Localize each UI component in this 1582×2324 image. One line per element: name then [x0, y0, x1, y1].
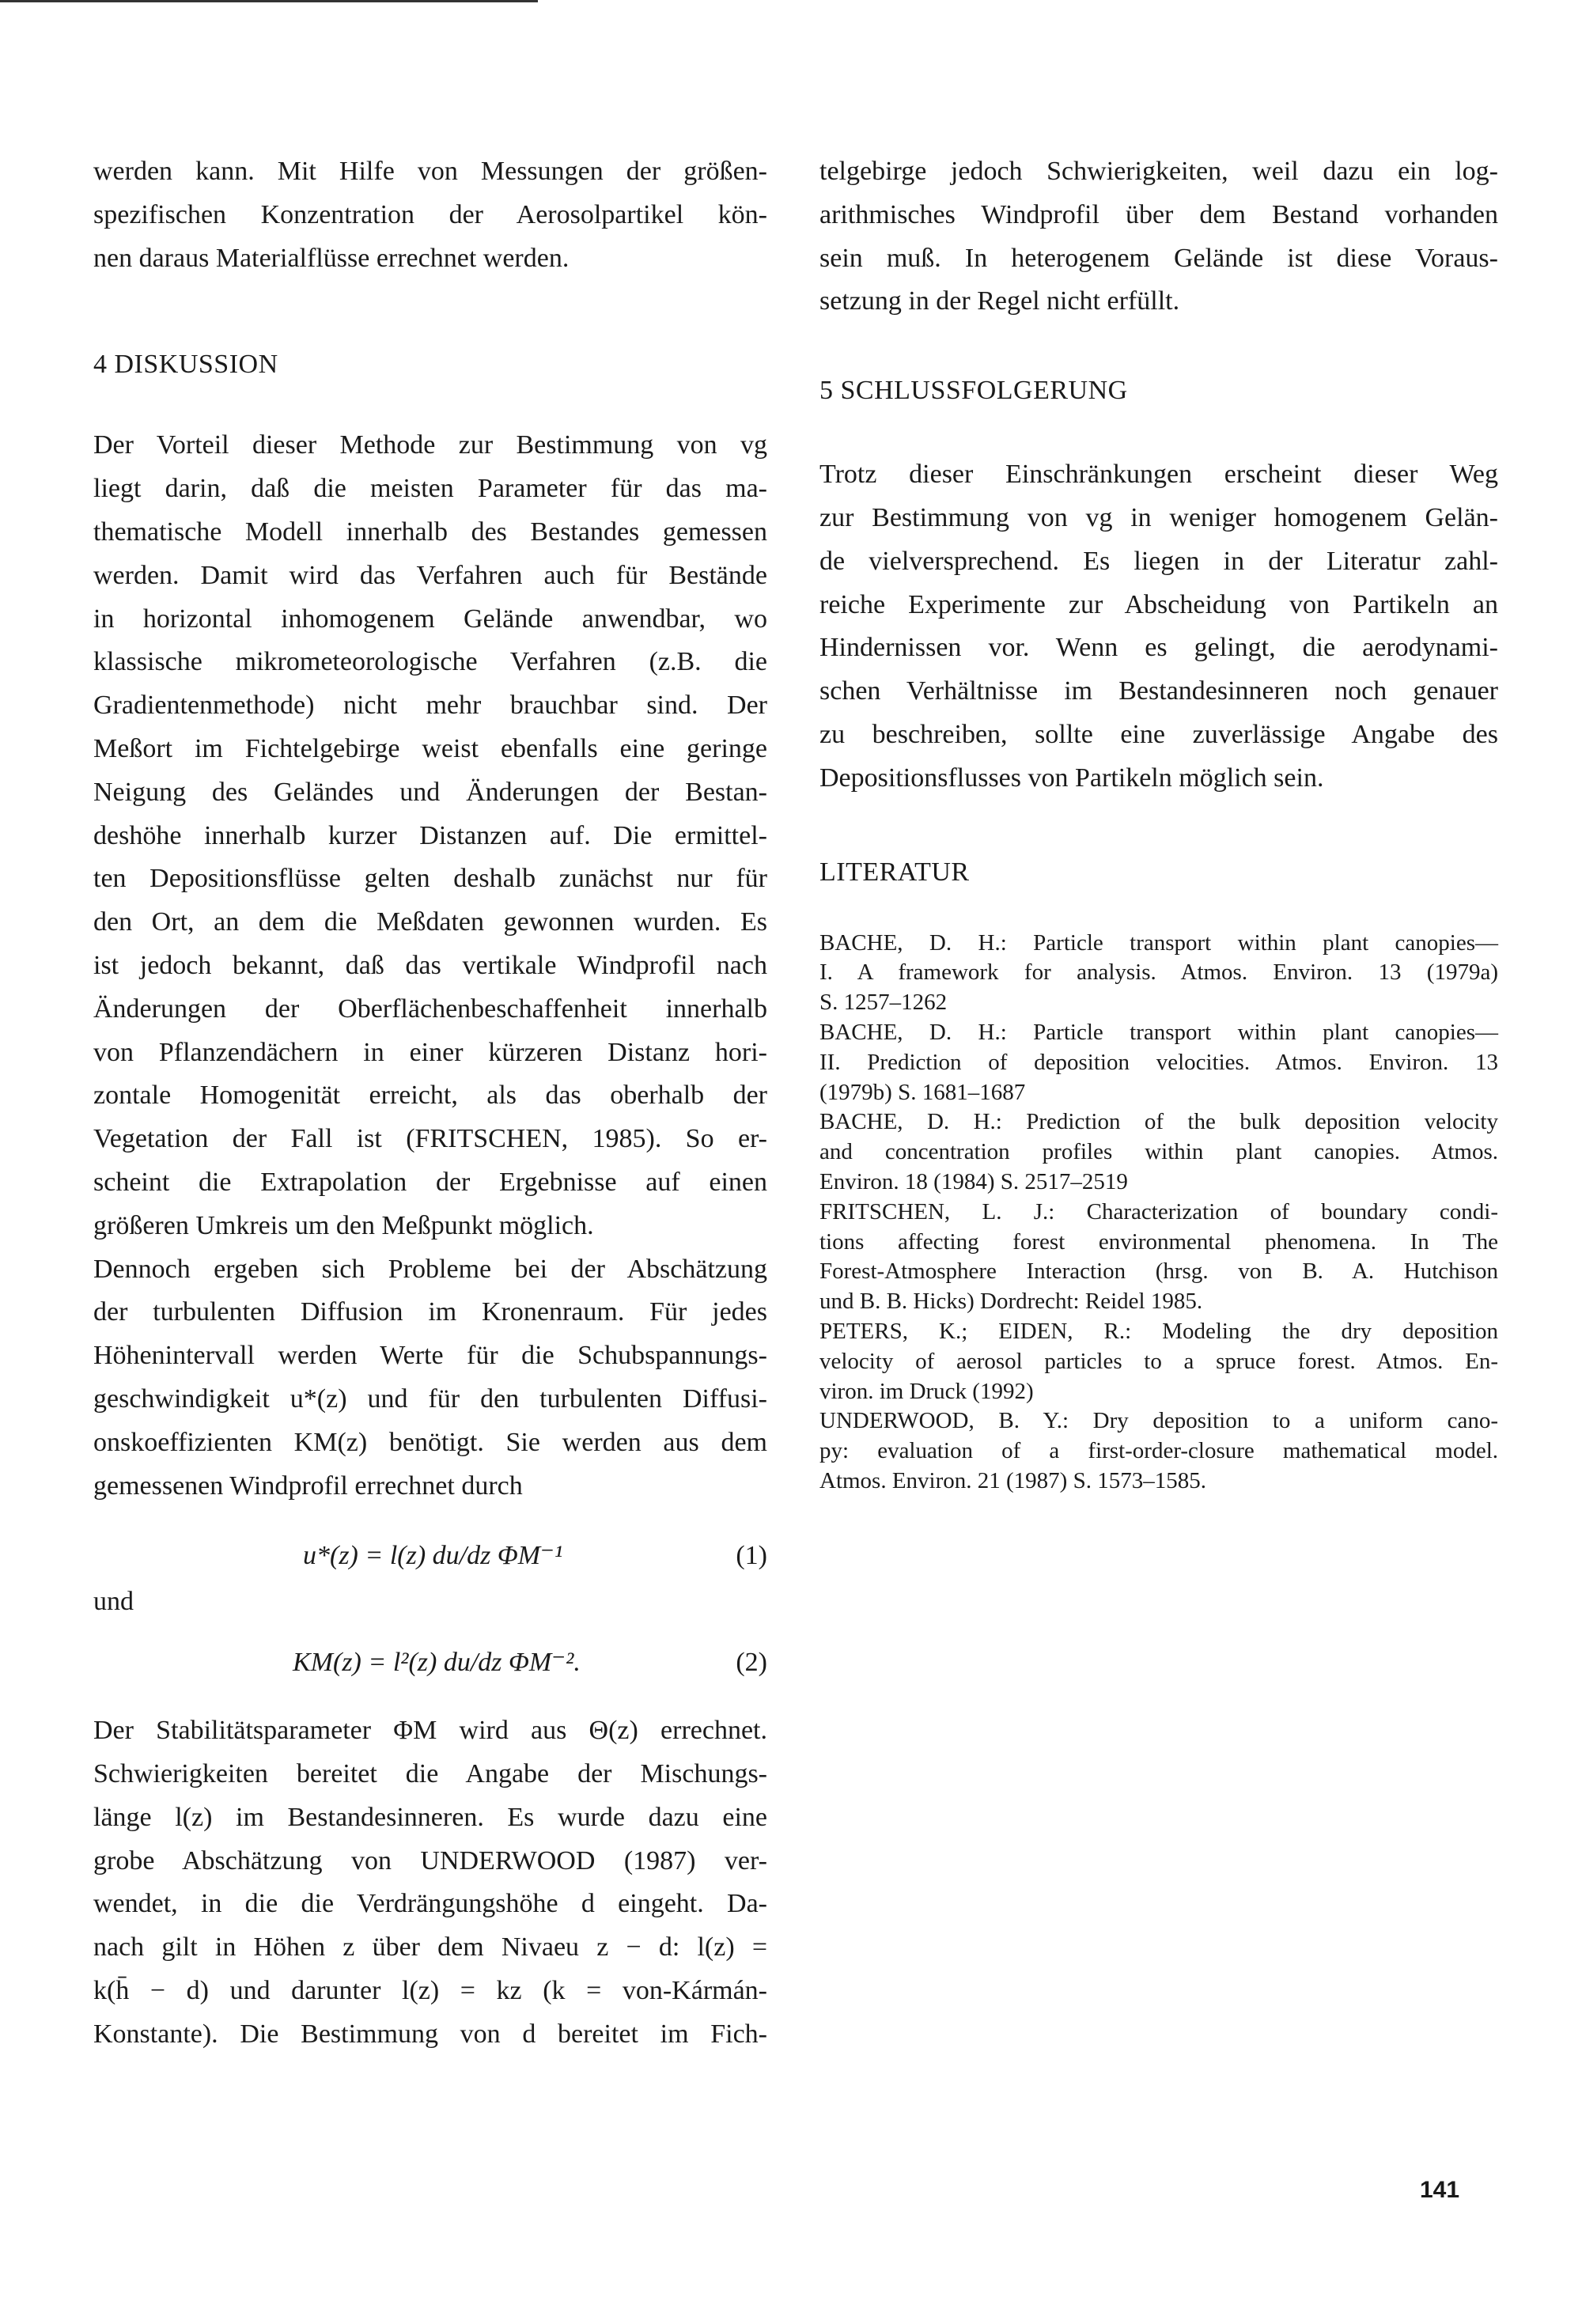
equation-2-row	[93, 1619, 767, 1706]
right-column	[819, 150, 1498, 1497]
text-line: deshöhe innerhalb kurzer Distanzen auf. Die ermittel-	[93, 820, 767, 850]
equation-2-number: (2)	[736, 1648, 767, 1678]
ref-line: und B. B. Hicks) Dordrecht: Reidel 1985.	[819, 1289, 1203, 1315]
ref-line: I. A framework for analysis. Atmos. Environ. 13 (1979a)	[819, 960, 1498, 986]
ref-line: py: evaluation of a first-order-closure mathematical model.	[819, 1438, 1498, 1464]
text-line: in horizontal inhomogenem Gelände anwendbar, wo	[93, 604, 767, 634]
ref-line: velocity of aerosol particles to a spruce forest. Atmos. En-	[819, 1348, 1498, 1374]
text-line: zu beschreiben, sollte eine zuverlässige Angabe des	[819, 719, 1498, 749]
text-line: klassische mikrometeorologische Verfahren (z.B. die	[93, 647, 767, 677]
text-line: Dennoch ergeben sich Probleme bei der Abschätzung	[93, 1254, 767, 1284]
text-line: zur Bestimmung von vg in weniger homogenem Gelän-	[819, 502, 1498, 532]
text-und: und	[93, 1587, 134, 1617]
text-line: de vielversprechend. Es liegen in der Literatur zahl-	[819, 546, 1498, 576]
text-line: ist jedoch bekannt, daß das vertikale Windprofil nach	[93, 950, 767, 980]
ref-line: BACHE, D. H.: Particle transport within plant canopies—	[819, 1019, 1498, 1045]
text-line: scheint die Extrapolation der Ergebnisse auf einen	[93, 1167, 767, 1197]
text-line: werden kann. Mit Hilfe von Messungen der größen-	[93, 157, 767, 186]
text-line: nen daraus Materialflüsse errechnet werden.	[93, 243, 570, 273]
text-line: k(h̄ − d) und darunter l(z) = kz (k = von-Kármán-	[93, 1975, 767, 2005]
text-line: den Ort, an dem die Meßdaten gewonnen wurden. Es	[93, 907, 767, 937]
text-line: von Pflanzendächern in einer kürzeren Distanz hori-	[93, 1037, 767, 1067]
intro-paragraph	[93, 150, 767, 280]
ref-line: Environ. 18 (1984) S. 2517–2519	[819, 1168, 1128, 1194]
reference-entry	[819, 1406, 1498, 1496]
left-column	[93, 150, 767, 2056]
text-line: wendet, in die die Verdrängungshöhe d eingeht. Da-	[93, 1889, 767, 1919]
text-line: reiche Experimente zur Abscheidung von Partikeln an	[819, 589, 1498, 619]
ref-line: (1979b) S. 1681–1687	[819, 1079, 1026, 1105]
text-line: sein muß. In heterogenem Gelände ist diese Voraus-	[819, 243, 1498, 273]
text-line: Neigung des Geländes und Änderungen der Bestan-	[93, 777, 767, 807]
reference-entry	[819, 1018, 1498, 1107]
text-line: Änderungen der Oberflächenbeschaffenheit innerhalb	[93, 994, 767, 1024]
text-line: Der Vorteil dieser Methode zur Bestimmung von vg	[93, 430, 767, 460]
text-line: grobe Abschätzung von UNDERWOOD (1987) ver-	[93, 1845, 767, 1875]
equation-2: KM(z) = l²(z) du/dz ΦM⁻².	[293, 1648, 581, 1678]
top-rule	[0, 0, 538, 2]
text-line: Der Stabilitätsparameter ΦM wird aus Θ(z) errechnet.	[93, 1716, 767, 1746]
ref-line: PETERS, K.; EIDEN, R.: Modeling the dry deposition	[819, 1318, 1498, 1344]
text-line: geschwindigkeit u*(z) und für den turbulenten Diffusi-	[93, 1383, 767, 1414]
text-line: telgebirge jedoch Schwierigkeiten, weil dazu ein log-	[819, 157, 1498, 186]
text-line: werden. Damit wird das Verfahren auch für Bestände	[93, 560, 767, 590]
ref-line: UNDERWOOD, B. Y.: Dry deposition to a uniform cano-	[819, 1408, 1498, 1434]
text-line: arithmisches Windprofil über dem Bestand vorhanden	[819, 199, 1498, 229]
schlussfolgerung-paragraph	[819, 453, 1498, 800]
text-line: Meßort im Fichtelgebirge weist ebenfalls eine geringe	[93, 733, 767, 763]
text-line: setzung in der Regel nicht erfüllt.	[819, 286, 1180, 316]
text-line: Trotz dieser Einschränkungen erscheint dieser Weg	[819, 460, 1498, 490]
reference-entry	[819, 1107, 1498, 1197]
diskussion-paragraph	[93, 424, 767, 1508]
text-line: Höhenintervall werden Werte für die Schubspannungs-	[93, 1341, 767, 1371]
intro-paragraph-right	[819, 150, 1498, 324]
text-line: onskoeffizienten KM(z) benötigt. Sie werden aus dem	[93, 1427, 767, 1457]
ref-line: S. 1257–1262	[819, 990, 948, 1016]
text-line: Gradientenmethode) nicht mehr brauchbar sind. Der	[93, 691, 767, 721]
text-line: der turbulenten Diffusion im Kronenraum. Für jedes	[93, 1297, 767, 1327]
ref-line: BACHE, D. H.: Prediction of the bulk deposition velocity	[819, 1109, 1498, 1135]
ref-line: FRITSCHEN, L. J.: Characterization of boundary condi-	[819, 1198, 1498, 1224]
reference-list	[819, 929, 1498, 1497]
section-heading-schlussfolgerung: 5 SCHLUSSFOLGERUNG	[819, 376, 1128, 406]
text-line: Hindernissen vor. Wenn es gelingt, die aerodynami-	[819, 633, 1498, 663]
reference-entry	[819, 1317, 1498, 1406]
ref-line: viron. im Druck (1992)	[819, 1378, 1034, 1404]
equation-1: u*(z) = l(z) du/dz ΦM⁻¹	[303, 1541, 563, 1571]
reference-entry	[819, 929, 1498, 1018]
equation-1-row	[93, 1512, 767, 1599]
text-line: Schwierigkeiten bereitet die Angabe der Mischungs-	[93, 1758, 767, 1788]
reference-entry	[819, 1198, 1498, 1317]
text-line: Konstante). Die Bestimmung von d bereitet im Fich-	[93, 2019, 767, 2049]
text-line: gemessenen Windprofil errechnet durch	[93, 1470, 523, 1501]
ref-line: tions affecting forest environmental phenomena. In The	[819, 1228, 1498, 1255]
text-line: Depositionsflusses von Partikeln möglich sein.	[819, 763, 1324, 793]
text-line: spezifischen Konzentration der Aerosolpartikel kön-	[93, 199, 767, 229]
equation-1-number: (1)	[736, 1541, 767, 1571]
ref-line: Forest-Atmosphere Interaction (hrsg. von B. A. Hutchison	[819, 1259, 1498, 1285]
page-number: 141	[1420, 2177, 1460, 2203]
section-heading-literatur: LITERATUR	[819, 857, 970, 887]
text-line: thematische Modell innerhalb des Bestandes gemessen	[93, 517, 767, 547]
ref-line: II. Prediction of deposition velocities. Atmos. Environ. 13	[819, 1049, 1498, 1075]
ref-line: and concentration profiles within plant canopies. Atmos.	[819, 1139, 1498, 1165]
text-line: Vegetation der Fall ist (FRITSCHEN, 1985). So er-	[93, 1124, 767, 1154]
ref-line: BACHE, D. H.: Particle transport within plant canopies—	[819, 929, 1498, 956]
after-equation-paragraph	[93, 1709, 767, 2056]
text-line: zontale Homogenität erreicht, als das oberhalb der	[93, 1081, 767, 1111]
text-line: schen Verhältnisse im Bestandesinneren noch genauer	[819, 676, 1498, 706]
text-line: nach gilt in Höhen z über dem Nivaeu z − d: l(z) =	[93, 1932, 767, 1963]
ref-line: Atmos. Environ. 21 (1987) S. 1573–1585.	[819, 1467, 1206, 1493]
text-line: liegt darin, daß die meisten Parameter für das ma-	[93, 474, 767, 504]
text-line: ten Depositionsflüsse gelten deshalb zunächst nur für	[93, 864, 767, 894]
text-line: länge l(z) im Bestandesinneren. Es wurde dazu eine	[93, 1802, 767, 1832]
section-heading-diskussion: 4 DISKUSSION	[93, 350, 278, 380]
text-line: größeren Umkreis um den Meßpunkt möglich.	[93, 1210, 594, 1240]
